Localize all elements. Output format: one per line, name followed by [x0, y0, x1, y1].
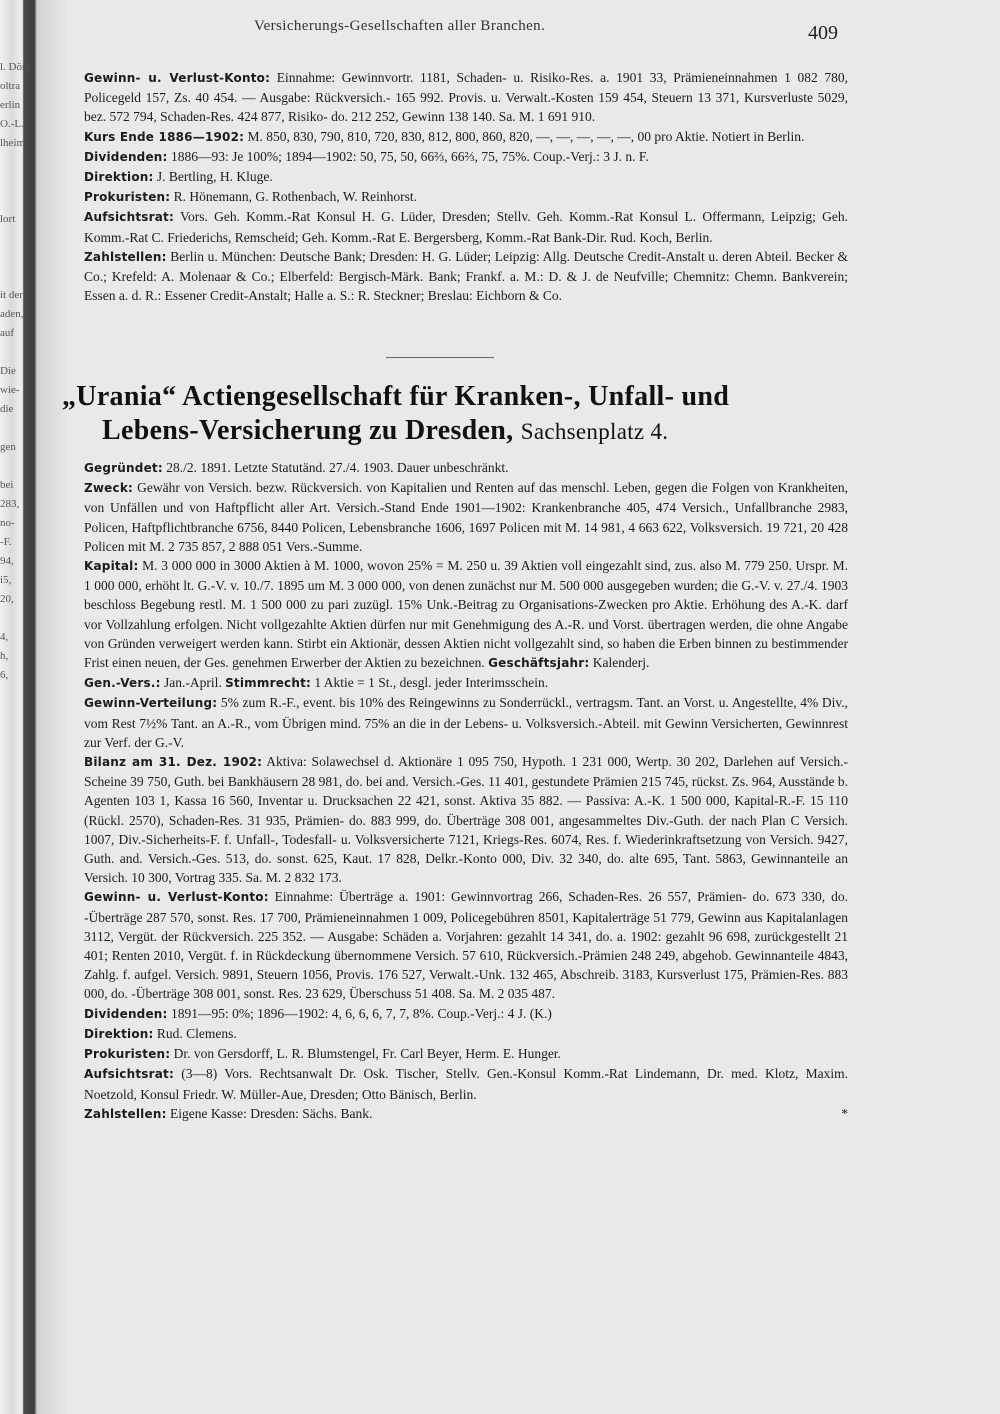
entry-paragraph: [84, 458, 848, 478]
section-divider: [386, 357, 494, 358]
bleed-line: auf: [0, 327, 15, 339]
bleed-line: lheim: [0, 137, 26, 149]
company-name-line1: „Urania“ Actiengesellschaft für Kranken-, Unfall- und: [62, 381, 730, 412]
entry-text: Gewähr von Versich. bezw. Rückversich. von Kapitalien und Renten auf das menschl. Leben, gegen die Folgen von Krankheiten, von Unfällen und von Haftpflicht aller Art. Versich.-Stand Ende 1901—1902: Krankenbranche 405, 474 Versich., Unfallbranche 2983, Policen, Haftpflichtbranche 6756, 8440 Policen, Lebensbranche 1606, 1697 Policen mit M. 14 981, 4 663 622, Volksversich. 19 721, 20 428 Policen mit M. 2 735 857, 2 888 051 Vers.-Summe.: [84, 480, 849, 554]
entry-paragraph: [84, 478, 848, 556]
entry-label: Aufsichtsrat:: [84, 210, 174, 225]
running-head: Versicherungs-Gesellschaften aller Branchen.: [254, 18, 546, 34]
entry-label: Zahlstellen:: [84, 249, 167, 264]
entry-label: Dividenden:: [84, 149, 168, 164]
entry-paragraph: [84, 187, 848, 207]
company-name-line2-text: Lebens-Versicherung zu Dresden,: [102, 415, 514, 446]
entry-paragraph: [84, 1044, 848, 1064]
page-number: 409: [808, 22, 838, 44]
entry-paragraph: [84, 207, 848, 246]
adjacent-page-bleed: [0, 58, 38, 685]
entry-label: Kapital:: [84, 559, 139, 574]
bleed-line: die: [0, 403, 14, 415]
entry-text: Einnahme: Überträge a. 1901: Gewinnvortrag 266, Schaden-Res. 26 557, Prämien- do. 673 330, do. -Überträge 287 570, sonst. Res. 17 700, Prämieneinnahmen 1 009, Policegebühren 8501, Kapitalerträge 51 779, Gewinn aus Kapitalanlagen 3112, Vergüt. der Rückversich. 225 352. — Ausgabe: Schäden a. Vorjahren: gezahlt 14 341, do. a. 1902: gezahlt 96 698, zurückgestellt 21 401; Renten 2010, Vergüt. f. in Rückdeckung übernommene Versich. 57 610, Rückversich.-Prämien 248 249, abgehob. Gewinnanteile 4843, Zahlg. f. aufgel. Versich. 9891, Steuern 1056, Provis. 176 527, Verwalt.-Unk. 132 465, Abschreib. 3183, Kursverlust 175, Prämien-Res. 883 000, do. -Überträge 308 001, sonst. Res. 23 629, Überschuss 51 408. Sa. M. 2 035 487.: [84, 889, 848, 1002]
bleed-line: [0, 609, 38, 628]
entry-label: Gewinn-Verteilung:: [84, 696, 218, 711]
entry-paragraph: [84, 68, 848, 127]
bleed-line: 94,: [0, 555, 14, 567]
entry-paragraph: [84, 1064, 848, 1103]
entry-text: Vors. Geh. Komm.-Rat Konsul H. G. Lüder, Dresden; Stellv. Geh. Komm.-Rat Konsul L. Offermann, Leipzig; Geh. Komm.-Rat C. Friederichs, Remscheid; Geh. Komm.-Rat E. Bergersberg, Komm.-Rat Bank-Dir. Rud. Koch, Berlin.: [84, 209, 848, 245]
entry-label: Gewinn- u. Verlust-Konto:: [84, 71, 271, 85]
entry-footnote-mark: *: [841, 1105, 848, 1121]
urania-company-entry: [84, 458, 848, 1124]
bleed-line: h,: [0, 650, 9, 662]
entry-paragraph: [84, 147, 848, 167]
entry-text: Eigene Kasse: Dresden: Sächs. Bank.: [169, 1105, 373, 1121]
bleed-line: aden,: [0, 308, 24, 320]
entry-text: 28./2. 1891. Letzte Statutänd. 27./4. 1903. Dauer unbeschränkt.: [166, 460, 509, 475]
bleed-line: erlin: [0, 99, 21, 111]
entry-label: Direktion:: [84, 170, 154, 185]
company-address: Sachsenplatz 4.: [520, 419, 669, 444]
bleed-line: 4,: [0, 631, 9, 643]
entry-label: Prokuristen:: [84, 190, 171, 205]
bleed-line: i5,: [0, 574, 12, 586]
entry-paragraph: [84, 693, 848, 752]
entry-text: Einnahme: Gewinnvortr. 1181, Schaden- u. Risiko-Res. a. 1901 33, Prämieneinnahmen 1 082 780, Policegeld 157, Zs. 40 454. — Ausgabe: Rückversich.- 165 992. Provis. u. Verwalt.-Kosten 159 454, Steuern 13 371, Kursverluste 5029, bez. 572 794, Schaden-Res. 424 877, Risiko- do. 212 252, Gewinn 138 140. Sa. M. 1 691 910.: [84, 70, 848, 125]
entry-label: Gen.-Vers.:: [84, 676, 161, 691]
entry-text: J. Bertling, H. Kluge.: [156, 169, 273, 185]
bleed-line: 20,: [0, 593, 14, 605]
entry-paragraph: [84, 887, 848, 1003]
bleed-line: [0, 343, 38, 362]
bleed-line: -F.: [0, 536, 12, 548]
bleed-line: [0, 457, 38, 476]
entry-text: M. 850, 830, 790, 810, 720, 830, 812, 800, 860, 820, —, —, —, —, —, 00 pro Aktie. Notiert in Berlin.: [247, 128, 805, 144]
entry-label: Dividenden:: [84, 1006, 168, 1021]
entry-text: 1886—93: Je 100%; 1894—1902: 50, 75, 50, 66⅔, 66⅔, 75, 75%. Coup.-Verj.: 3 J. n. F.: [170, 148, 649, 164]
bleed-line: [0, 172, 38, 191]
entry-label: Zahlstellen:: [84, 1106, 167, 1121]
entry-text: M. 3 000 000 in 3000 Aktien à M. 1000, wovon 25% = M. 250 u. 39 Aktien voll eingezahlt sind, zus. also M. 779 250. Urspr. M. 1 000 000, erhöht lt. G.-V. v. 10./7. 1895 um M. 3 000 000, von denen zunächst nur M. 500 000 ausgegeben wurden; die G.-V. v. 27./4. 1903 beschloss Begebung restl. M. 1 500 000 zu pari zuzügl. 15% Unk.-Beitrag zu Organisations-Zwecken pro Aktie. Erhöhung des A.-K. darf vor Vollzahlung erfolgen. Nicht vollgezahlte Aktien dürfen nur mit Genehmigung des A.-R. und Vorst. übertragen werden, die ohne Angabe von Gründen verweigert werden kann. Stirbt ein Aktionär, dessen Aktien nicht vollgezahlt sind, so haben die Erben binnen zu bestimmender Frist einen neuen, der Ges. genehmen Erwerber der Aktien zu bezeichnen.: [84, 558, 848, 671]
bleed-line: 283,: [0, 498, 20, 510]
entry-paragraph: [84, 556, 848, 673]
entry-paragraph: [84, 1104, 848, 1124]
entry-label: Bilanz am 31. Dez. 1902:: [84, 755, 263, 770]
bleed-line: it der: [0, 289, 23, 301]
entry-text: (3—8) Vors. Rechtsanwalt Dr. Osk. Tischer, Stellv. Gen.-Konsul Komm.-Rat Lindemann, Dr. med. Klotz, Maxim. Noetzold, Konsul Friedr. W. Müller-Aue, Dresden; Otto Bänisch, Berlin.: [84, 1066, 849, 1102]
entry-label: Direktion:: [84, 1026, 154, 1041]
entry-text: Rud. Clemens.: [156, 1025, 237, 1041]
bleed-line: l. Dörr: [0, 61, 30, 73]
entry-paragraph: [84, 127, 848, 147]
company-title: [62, 380, 852, 449]
entry-paragraph: [84, 167, 848, 187]
bleed-line: [0, 153, 38, 172]
bleed-line: [0, 267, 38, 286]
bleed-line: bei: [0, 479, 14, 491]
entry-label: Gewinn- u. Verlust-Konto:: [84, 890, 269, 905]
entry-text: Dr. von Gersdorff, L. R. Blumstengel, Fr. Carl Beyer, Herm. E. Hunger.: [173, 1046, 561, 1062]
bleed-line: gen: [0, 441, 16, 453]
entry-label: Prokuristen:: [84, 1047, 171, 1062]
entry-text: 1891—95: 0%; 1896—1902: 4, 6, 6, 6, 7, 7, 8%. Coup.-Verj.: 4 J. (K.): [170, 1005, 552, 1021]
bleed-line: [0, 191, 38, 210]
bleed-line: oltra: [0, 80, 21, 92]
entry-label: Zweck:: [84, 481, 134, 496]
bleed-line: 6,: [0, 669, 9, 681]
bleed-line: Die: [0, 365, 16, 377]
entry-paragraph: [84, 673, 848, 693]
company-name-line2: [102, 414, 852, 449]
previous-company-entry: [84, 68, 848, 305]
bleed-line: wie-: [0, 384, 20, 396]
entry-label: Stimmrecht:: [225, 676, 312, 691]
entry-text: Jan.-April.: [163, 675, 222, 691]
entry-text: Aktiva: Solawechsel d. Aktionäre 1 095 750, Hypoth. 1 231 000, Wertp. 30 202, Darlehen auf Versich.-Scheine 39 750, Guth. bei Bankhäusern 28 981, do. bei and. Versich.-Ges. 11 401, gestundete Prämien 215 745, rückst. Zs. 964, Ausstände b. Agenten 103 1, Kassa 16 560, Inventar u. Drucksachen 22 421, sonst. Aktiva 35 882. — Passiva: A.-K. 1 500 000, Kapital-R.-F. 15 110 (Rückl. 2570), Schaden-Res. 31 935, Prämien- do. 883 999, do. Überträge 308 001, angesammeltes Div.-Guth. der nach Plan C Versich. 1007, Div.-Sicherheits-F. f. Unfall-, Todesfall- u. Volksversicherte 7121, Kriegs-Res. 6074, Res. f. Wiederinkraftsetzung von Versich. 9427, Guth. and. Versich.-Ges. 513, do. sonst. 625, Kaut. 17 828, Delkr.-Konto 000, Div. 32 340, do. alte 695, Tant. 5863, Gewinnanteile an Versich. 10 300, Vortrag 335. Sa. M. 2 832 173.: [84, 754, 848, 886]
entry-paragraph: [84, 1004, 848, 1024]
bleed-line: [0, 248, 38, 267]
entry-text: Berlin u. München: Deutsche Bank; Dresden: H. G. Lüder; Leipzig: Allg. Deutsche Credit-Anstalt u. deren Abteil. Becker & Co.; Krefeld: A. Molenaar & Co.; Elberfeld: Bergisch-Märk. Bank; Frankf. a. M.: D. & J. de Neufville; Chemnitz: Chemn. Bankverein; Essen a. d. R.: Essener Credit-Anstalt; Halle a. S.: R. Steckner; Breslau: Eichborn & Co.: [84, 248, 848, 304]
entry-text: 1 Aktie = 1 St., desgl. jeder Interimsschein.: [314, 675, 549, 691]
bleed-line: O.-L.: [0, 118, 24, 130]
entry-paragraph: [84, 1024, 848, 1044]
entry-text: R. Hönemann, G. Rothenbach, W. Reinhorst.: [173, 189, 418, 205]
entry-label: Geschäftsjahr:: [488, 656, 590, 671]
bleed-line: [0, 419, 38, 438]
bleed-line: [0, 229, 38, 248]
entry-label: Aufsichtsrat:: [84, 1067, 174, 1082]
entry-paragraph: [84, 752, 848, 887]
entry-text: Kalenderj.: [592, 655, 650, 671]
entry-paragraph: [84, 247, 848, 306]
entry-label: Gegründet:: [84, 461, 163, 475]
bleed-line: no-: [0, 517, 15, 529]
entry-label: Kurs Ende 1886—1902:: [84, 129, 245, 144]
bleed-line: lort: [0, 213, 16, 225]
entry-text: 5% zum R.-F., event. bis 10% des Reingewinns zu Sonderrückl., vertragsm. Tant. an Vorst. u. Angestellte, 4% Div., vom Rest 7½% Tant. an A.-R., vom Übrigen mind. 75% an die in der Lebens- u. Volksversich.-Abteil. mit Gewinn Versicherten, Gewinnrest zur Verf. der G.-V.: [84, 695, 849, 750]
